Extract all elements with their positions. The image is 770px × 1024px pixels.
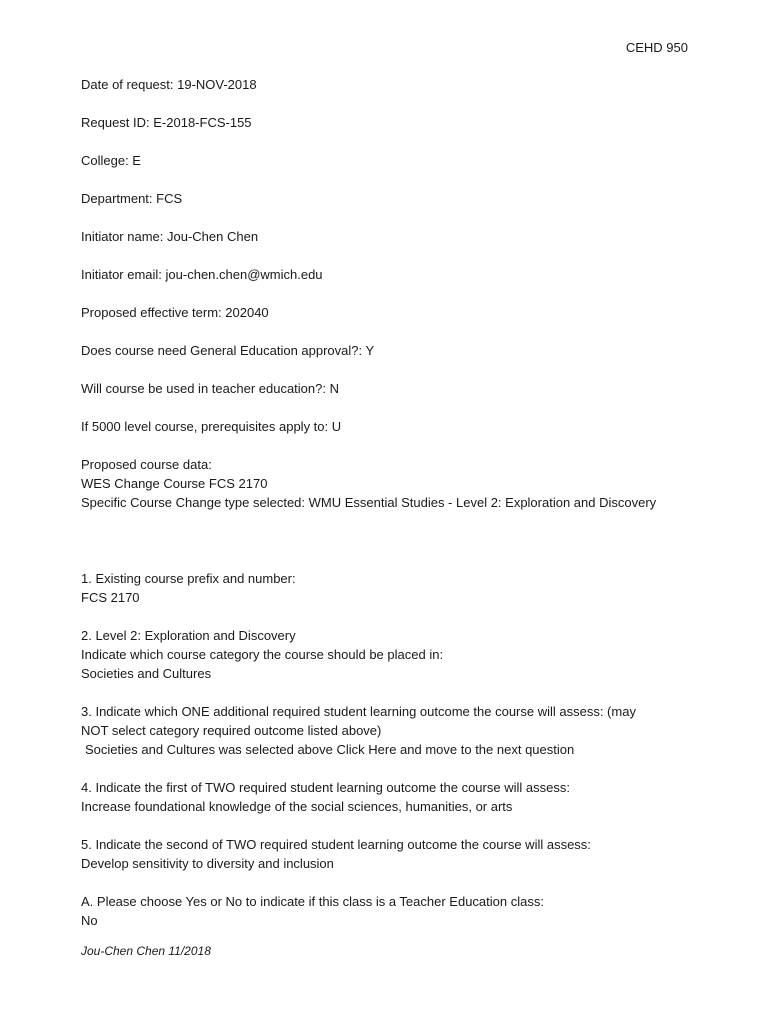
question-5-prompt: 5. Indicate the second of TWO required student learning outcome the course will assess: xyxy=(81,837,591,852)
question-a-prompt: A. Please choose Yes or No to indicate if this class is a Teacher Education class: xyxy=(81,894,544,909)
field-gen-ed-approval: Does course need General Education approval?: Y xyxy=(81,343,375,358)
question-3-answer: Societies and Cultures was selected above Click Here and move to the next question xyxy=(85,742,575,757)
field-date-of-request: Date of request: 19-NOV-2018 xyxy=(81,77,257,92)
question-4 xyxy=(81,778,701,816)
field-effective-term: Proposed effective term: 202040 xyxy=(81,305,269,320)
field-initiator-name: Initiator name: Jou-Chen Chen xyxy=(81,229,259,244)
document-code: CEHD 950 xyxy=(625,40,688,55)
proposed-change-course: WES Change Course FCS 2170 xyxy=(81,476,268,491)
field-request-id: Request ID: E-2018-FCS-155 xyxy=(81,115,252,130)
question-2-prompt: Indicate which course category the course should be placed in: xyxy=(81,647,444,662)
question-1 xyxy=(81,569,701,607)
proposed-course-data xyxy=(81,455,701,512)
proposed-change-type: Specific Course Change type selected: WMU Essential Studies - Level 2: Exploration and Discovery xyxy=(81,495,657,510)
document-body xyxy=(81,75,701,949)
field-prerequisites: If 5000 level course, prerequisites apply to: U xyxy=(81,419,342,434)
field-college: College: E xyxy=(81,153,141,168)
question-a xyxy=(81,892,701,930)
question-1-answer: FCS 2170 xyxy=(81,590,140,605)
question-2-answer: Societies and Cultures xyxy=(81,666,212,681)
field-initiator-email: Initiator email: jou-chen.chen@wmich.edu xyxy=(81,267,323,282)
footer-signature: Jou-Chen Chen 11/2018 xyxy=(81,944,211,958)
question-5 xyxy=(81,835,701,873)
field-teacher-education: Will course be used in teacher education?: N xyxy=(81,381,339,396)
question-5-answer: Develop sensitivity to diversity and inclusion xyxy=(81,856,334,871)
question-2 xyxy=(81,626,701,683)
question-3-prompt-part1: 3. Indicate which ONE additional required student learning outcome the course will assess: (may xyxy=(81,704,636,719)
question-2-title: 2. Level 2: Exploration and Discovery xyxy=(81,628,296,643)
question-4-answer: Increase foundational knowledge of the social sciences, humanities, or arts xyxy=(81,799,513,814)
question-4-prompt: 4. Indicate the first of TWO required student learning outcome the course will assess: xyxy=(81,780,570,795)
field-department: Department: FCS xyxy=(81,191,183,206)
question-1-prompt: 1. Existing course prefix and number: xyxy=(81,571,296,586)
question-a-answer: No xyxy=(81,913,98,928)
question-3-prompt-part2: NOT select category required outcome listed above) xyxy=(81,723,382,738)
proposed-heading: Proposed course data: xyxy=(81,457,212,472)
question-3 xyxy=(81,702,701,759)
